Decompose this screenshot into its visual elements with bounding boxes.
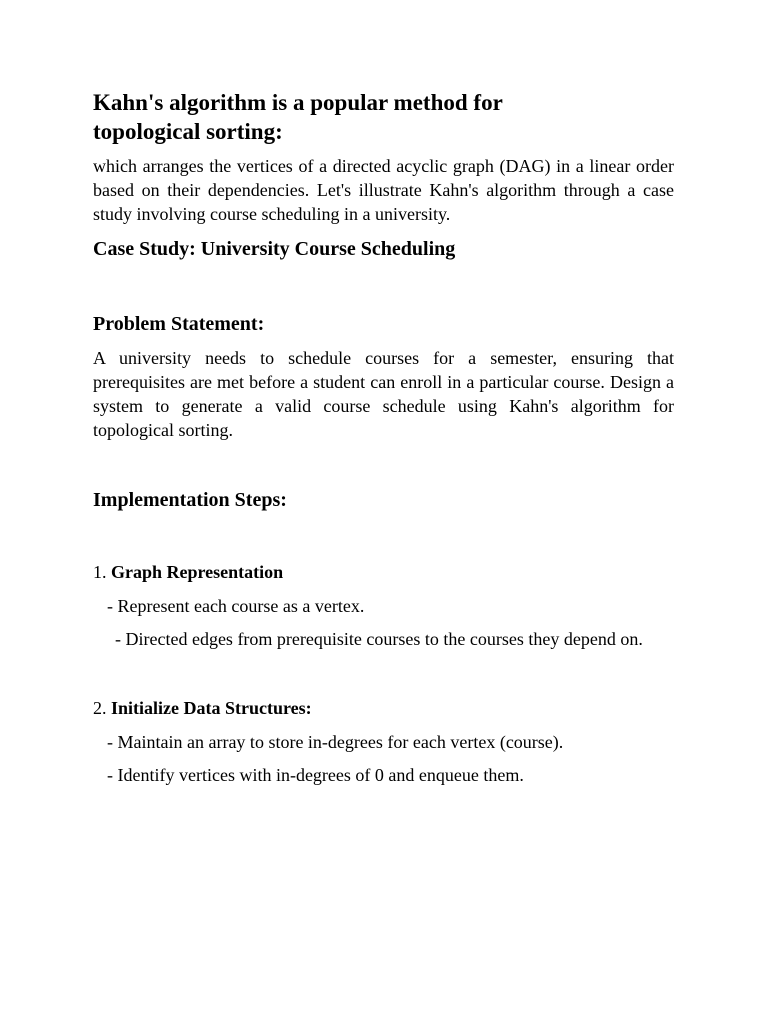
step-1-heading [93,560,674,584]
step-1-number: 1. [93,562,107,582]
step-2-number: 2. [93,698,107,718]
problem-statement-paragraph: A university needs to schedule courses for a semester, ensuring that prerequisites are met before a student can enroll in a particular course. Design a system to generate a valid course schedule using Kahn's algorithm for topological sorting. [93,348,674,440]
intro-paragraph: which arranges the vertices of a directed acyclic graph (DAG) in a linear order based on their dependencies. Let's illustrate Kahn's algorithm through a case study involving course scheduling in a university. [93,156,674,224]
step-2 [93,696,674,787]
step-2-heading [93,696,674,720]
step-1-bullet-2: - Directed edges from prerequisite courses to the courses they depend on. [115,629,643,649]
document-title: Kahn's algorithm is a popular method for topological sorting: [93,90,503,144]
step-2-title: Initialize Data Structures: [111,698,312,718]
implementation-steps-heading: Implementation Steps: [93,489,287,511]
problem-statement-heading: Problem Statement: [93,313,265,335]
step-1 [93,560,674,651]
step-1-title: Graph Representation [111,562,284,582]
step-2-bullet-2: - Identify vertices with in-degrees of 0 and enqueue them. [107,765,524,785]
document-page [93,88,674,787]
step-1-bullet-1: - Represent each course as a vertex. [107,596,365,616]
case-study-heading: Case Study: University Course Scheduling [93,238,456,260]
step-2-bullet-1: - Maintain an array to store in-degrees for each vertex (course). [107,732,564,752]
